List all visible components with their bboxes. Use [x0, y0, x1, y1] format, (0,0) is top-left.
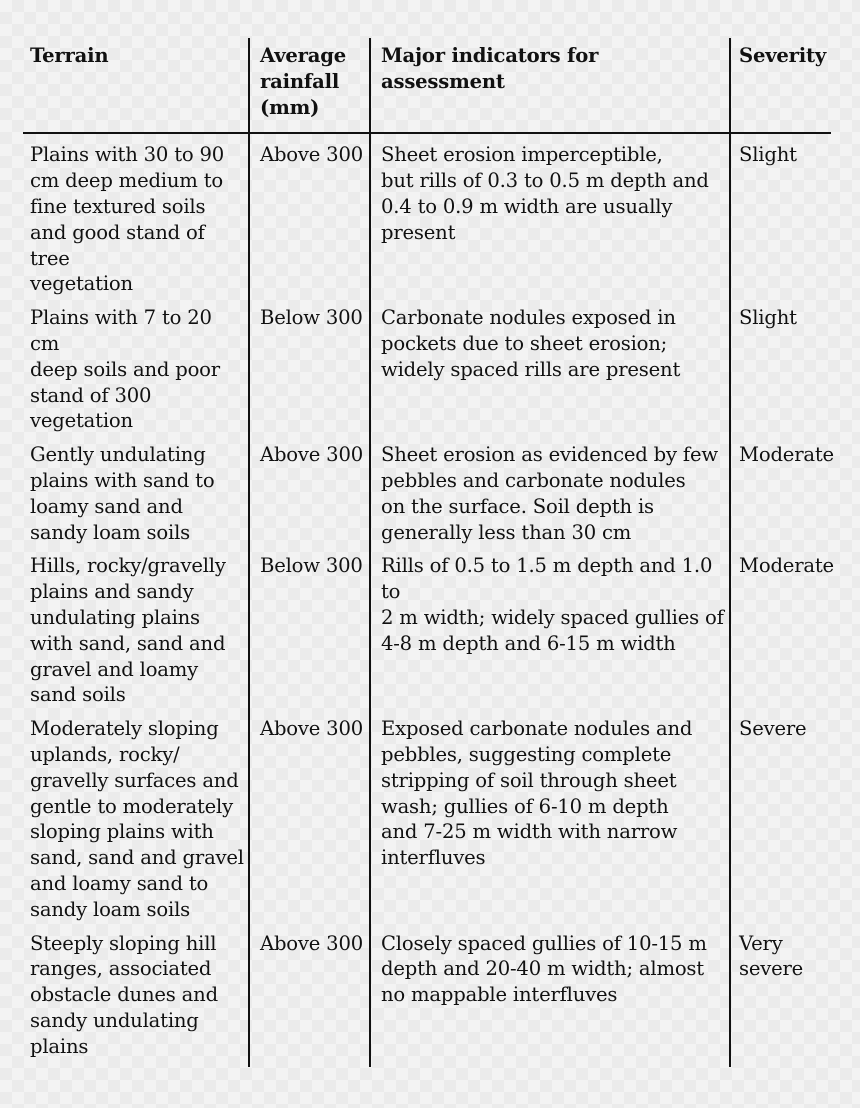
row-2-severity: Slight — [739, 306, 797, 330]
row-5-indicators: Exposed carbonate nodules and pebbles, suggesting complete stripping of soil through sheet wash; gullies of 6-10 m depth and 7-25 m width with narrow interfluves — [371, 716, 731, 930]
row-3-indicators: Sheet erosion as evidenced by few pebbles and carbonate nodules on the surface. Soil depth is generally less than 30 cm — [371, 442, 731, 553]
header-severity: Severity — [731, 38, 831, 134]
header-terrain: Terrain — [23, 38, 250, 134]
row-6-rainfall: Above 300 — [250, 931, 371, 1068]
row-4-rainfall: Below 300 — [250, 553, 371, 716]
row-5-terrain: Moderately sloping uplands, rocky/ gravelly surfaces and gentle to moderately sloping plains with sand, sand and gravel and loamy sand to sandy loam soils — [23, 716, 250, 930]
row-2-rainfall: Below 300 — [250, 305, 371, 442]
header-rainfall: Average rainfall (mm) — [250, 38, 371, 134]
row-4-indicators: Rills of 0.5 to 1.5 m depth and 1.0 to 2 m width; widely spaced gullies of 4-8 m depth and 6-15 m width — [371, 553, 731, 716]
row-3-severity: Moderate — [739, 443, 834, 467]
header-indicators: Major indicators for assessment — [371, 38, 731, 134]
row-1-severity: Slight — [739, 143, 797, 167]
row-1-rainfall: Above 300 — [250, 134, 371, 305]
row-6-indicators: Closely spaced gullies of 10-15 m depth and 20-40 m width; almost no mappable interfluves — [371, 931, 731, 1068]
row-2-terrain: Plains with 7 to 20 cm deep soils and poor stand of 300 vegetation — [23, 305, 250, 442]
row-4-terrain: Hills, rocky/gravelly plains and sandy undulating plains with sand, sand and gravel and loamy sand soils — [23, 553, 250, 716]
row-4-severity: Moderate — [739, 554, 834, 578]
row-1-indicators: Sheet erosion imperceptible, but rills of 0.3 to 0.5 m depth and 0.4 to 0.9 m width are usually present — [371, 134, 731, 305]
row-5-rainfall: Above 300 — [250, 716, 371, 930]
row-3-rainfall: Above 300 — [250, 442, 371, 553]
row-1-terrain: Plains with 30 to 90 cm deep medium to fine textured soils and good stand of tree vegetation — [23, 134, 250, 305]
row-2-indicators: Carbonate nodules exposed in pockets due to sheet erosion; widely spaced rills are present — [371, 305, 731, 442]
row-5-severity: Severe — [739, 717, 807, 741]
row-6-severity: Very severe — [739, 931, 804, 981]
row-3-terrain: Gently undulating plains with sand to loamy sand and sandy loam soils — [23, 442, 250, 553]
row-6-terrain: Steeply sloping hill ranges, associated obstacle dunes and sandy undulating plains — [23, 931, 250, 1068]
erosion-severity-table — [23, 38, 834, 1067]
